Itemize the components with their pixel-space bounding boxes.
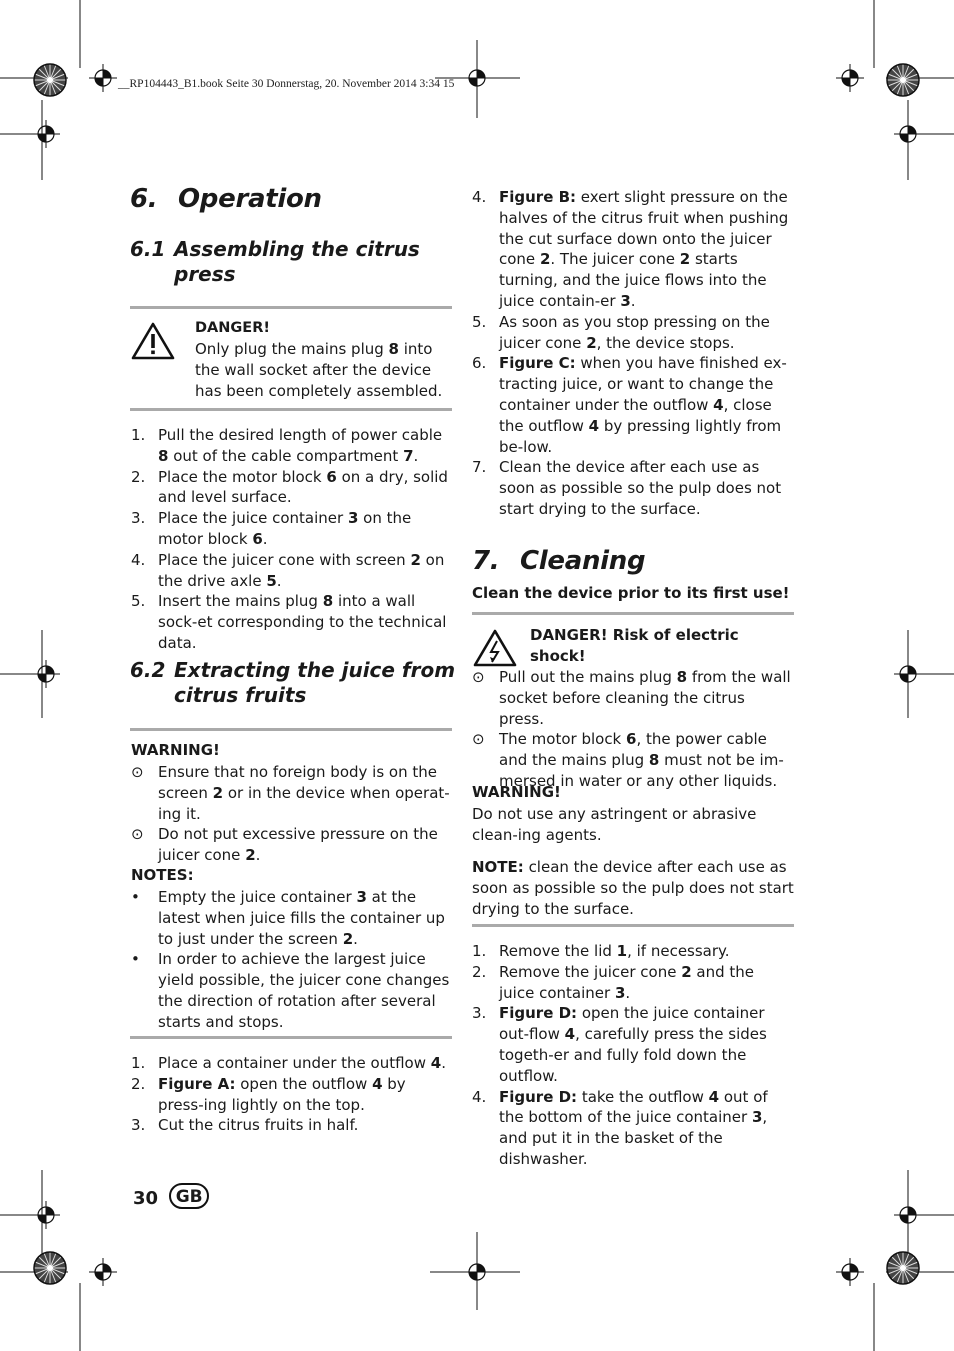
subsection-number: 6.2 [130, 658, 166, 682]
danger-box [195, 318, 453, 401]
note-paragraph [472, 857, 794, 919]
text: Only plug the mains plug [195, 340, 389, 358]
item-number: 4. [131, 550, 146, 569]
list-item: 2. Figure A: open the outflow 4 by press-ing lightly on the top. [131, 1074, 406, 1114]
registration-mark-icon [89, 64, 117, 92]
list-item: ⊙ Ensure that no foreign body is on the screen 2 or in the device when operat-ing it. [131, 763, 450, 823]
extraction-steps [131, 1053, 453, 1136]
section-6-heading [130, 184, 322, 214]
registration-mark-icon [836, 64, 864, 92]
danger-text [195, 339, 453, 401]
note-text: clean the device after each use as soon as possible so the pulp does not start drying to the surface. [472, 858, 794, 918]
warning-label: WARNING! [131, 741, 220, 759]
circled-dot-icon: ⊙ [131, 825, 144, 844]
bullet: • [131, 888, 140, 906]
list-item: 4. Figure D: take the outflow 4 out of the bottom of the juice container 3, and put it in the basket of the dishwasher. [472, 1087, 768, 1168]
rule [130, 306, 452, 309]
subsection-6-1-heading [130, 237, 450, 287]
circled-dot-icon: ⊙ [472, 730, 485, 749]
list-item: 4. Place the juicer cone with screen 2 on the drive axle 5. [131, 550, 445, 590]
language-badge: GB [169, 1183, 209, 1209]
list-item: 2. Place the motor block 6 on a dry, solid and level surface. [131, 467, 448, 507]
list-item: 3. Cut the citrus fruits in half. [131, 1116, 359, 1135]
page-number: 30 [133, 1188, 159, 1209]
color-starburst-icon [34, 1252, 66, 1284]
list-item: ⊙ Pull out the mains plug 8 from the wall socket before cleaning the citrus press. [472, 668, 791, 728]
registration-mark-icon [89, 1258, 117, 1286]
warning-list [131, 762, 451, 866]
text: into the wall socket after the device has been completely assembled. [195, 340, 443, 400]
electric-shock-triangle-icon [473, 628, 517, 668]
list-item: 1. Place a container under the outflow 4. [131, 1054, 446, 1072]
registration-mark-icon [463, 64, 491, 92]
subsection-number: 6.1 [130, 237, 166, 261]
danger-label: DANGER! [195, 320, 270, 336]
item-number: 5. [131, 592, 146, 611]
list-item: 5. As soon as you stop pressing on the juicer cone 2, the device stops. [472, 312, 770, 352]
section-number: 6. [130, 184, 158, 214]
list-item: 1. Pull the desired length of power cable 8 out of the cable compartment 7. [131, 426, 443, 465]
bullet: • [131, 950, 140, 969]
page-footer [133, 1183, 209, 1209]
warning-text: Do not use any astringent or abrasive clean-ing agents. [472, 805, 757, 844]
rule [472, 924, 794, 927]
list-item: ⊙ Do not put excessive pressure on the juicer cone 2. [131, 825, 438, 865]
list-item: 6. Figure C: when you have finished ex-tracting juice, or want to change the container under the outflow 4, close the outflow 4 by pressing lightly from be-low. [472, 354, 787, 456]
danger-label: DANGER! Risk of electric shock! [530, 626, 739, 665]
subsection-title-line2: press [174, 262, 236, 286]
registration-mark-icon [463, 1258, 491, 1286]
item-number: 3. [131, 509, 146, 528]
registration-mark-icon [894, 1201, 922, 1229]
registration-mark-icon [894, 120, 922, 148]
list-item: • Empty the juice container 3 at the latest when juice fills the container up to just under the screen 2. [131, 888, 445, 948]
note-label: NOTE: [472, 858, 524, 876]
subsection-title-line1: Extracting the juice from [174, 658, 456, 682]
danger-box [530, 625, 755, 667]
cleaning-steps [472, 941, 794, 1170]
extraction-steps-continued [472, 187, 794, 520]
circled-dot-icon: ⊙ [131, 763, 144, 781]
color-starburst-icon [34, 64, 66, 96]
section-title: Operation [178, 184, 322, 214]
list-item: 7. Clean the device after each use as soon as possible so the pulp does not start drying to the surface. [472, 458, 782, 518]
color-starburst-icon [887, 1252, 919, 1284]
item-number: 2. [131, 467, 146, 486]
section-7-heading [472, 546, 645, 576]
color-starburst-icon [887, 64, 919, 96]
rule [472, 612, 794, 615]
rule [130, 1036, 452, 1039]
notes-label: NOTES: [131, 866, 194, 884]
list-item: ⊙ The motor block 6, the power cable and the mains plug 8 must not be im-mersed in water or any other liquids. [472, 730, 784, 790]
registration-mark-icon [836, 1258, 864, 1286]
circled-dot-icon: ⊙ [472, 668, 485, 686]
subsection-6-2-heading [130, 658, 460, 708]
list-item: 3. Figure D: open the juice container out-flow 4, carefully press the sides togeth-er and fully fold down the outflow. [472, 1004, 767, 1085]
subsection-title-line1: Assembling the citrus [174, 237, 420, 261]
list-item: 3. Place the juice container 3 on the motor block 6. [131, 509, 412, 548]
clean-first-note: Clean the device prior to its first use! [472, 584, 790, 602]
section-number: 7. [472, 546, 500, 576]
rule [130, 728, 452, 731]
warning-label: WARNING! [472, 783, 561, 801]
rule [130, 408, 452, 411]
assembly-steps [131, 425, 451, 654]
registration-mark-icon [32, 120, 60, 148]
list-item: 4. Figure B: exert slight pressure on the halves of the citrus fruit when pushing the cut surface down onto the juicer cone 2. The juicer cone 2 starts turning, and the juice flows into the juice contain-er 3. [472, 188, 789, 310]
list-item: • In order to achieve the largest juice yield possible, the juicer cone changes the direction of rotation after several starts and stops. [131, 950, 450, 1031]
notes-list [131, 887, 451, 1033]
list-item: 1. Remove the lid 1, if necessary. [472, 942, 730, 960]
subsection-title-line2: citrus fruits [174, 683, 307, 707]
list-item: 2. Remove the juicer cone 2 and the juice container 3. [472, 962, 755, 1002]
warning-triangle-icon [131, 321, 175, 361]
item-number: 1. [131, 426, 146, 444]
ref: 8 [388, 340, 399, 358]
section-title: Cleaning [520, 546, 646, 576]
registration-mark-icon [32, 1201, 60, 1229]
list-item: 5. Insert the mains plug 8 into a wall sock-et corresponding to the technical data. [131, 592, 447, 652]
registration-mark-icon [32, 660, 60, 688]
registration-mark-icon [894, 660, 922, 688]
danger-list [472, 667, 792, 792]
print-header: __RP104443_B1.book Seite 30 Donnerstag, 20. November 2014 3:34 15 [118, 78, 455, 90]
